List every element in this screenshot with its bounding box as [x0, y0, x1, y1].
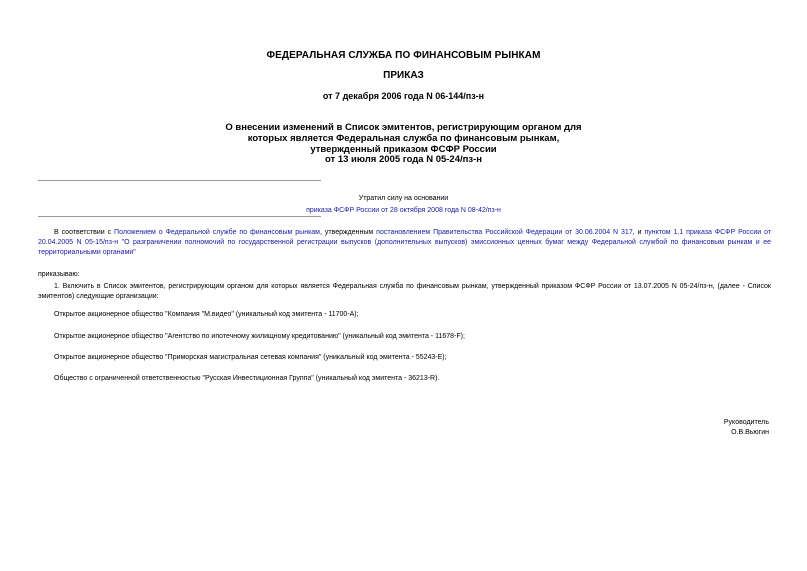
- item-1-paragraph: 1. Включить в Список эмитентов, регистрирующим органом для которых является Федеральная служба по финансовым рынкам, утвержденный приказом ФСФР России от 13.07.2005 N 05-24/пз-н, (далее - Список эмитентов) следующие организации:: [38, 283, 771, 300]
- repeal-note-text: Утратил силу на основании: [358, 195, 449, 202]
- organization-item: Открытое акционерное общество "Компания "М.видео" (уникальный код эмитента - 11700-A);: [54, 311, 359, 318]
- signatory-name: О.В.Вьюгин: [731, 429, 769, 436]
- signatory-position: Руководитель: [723, 419, 769, 426]
- title-line: которых является Федеральная служба по финансовым рынкам,: [247, 132, 560, 144]
- title-line: от 13 июля 2005 года N 05-24/пз-н: [324, 154, 483, 166]
- order-word: приказываю:: [38, 271, 80, 278]
- document-type: ПРИКАЗ: [383, 70, 424, 81]
- regulation-link[interactable]: Положением о Федеральной службе по финансовым рынкам: [114, 229, 320, 236]
- organization-item: Общество с ограниченной ответственностью "Русская Инвестиционная Группа" (уникальный код эмитента - 36213-R).: [54, 375, 440, 382]
- organization-item: Открытое акционерное общество "Агентство по ипотечному жилищному кредитованию" (уникальный код эмитента - 11678-F);: [54, 333, 465, 340]
- document-title: [0, 123, 807, 166]
- title-line: О внесении изменений в Список эмитентов, регистрирующим органом для: [225, 122, 582, 133]
- preamble-paragraph: [38, 228, 771, 258]
- divider-bottom: [38, 216, 321, 217]
- document-date-number: от 7 декабря 2006 года N 06-144/пз-н: [322, 91, 485, 101]
- organization-item: Открытое акционерное общество "Приморская магистральная сетевая компания" (уникальный код эмитента - 55243-E);: [54, 354, 447, 361]
- signature-block: [724, 418, 769, 438]
- repeal-order-link[interactable]: приказа ФСФР России от 28 октября 2008 года N 08-42/пз-н: [306, 207, 501, 214]
- title-line: утвержденный приказом ФСФР России: [310, 143, 497, 155]
- government-resolution-link[interactable]: постановлением Правительства Российской Федерации от 30.06.2004 N 317: [376, 229, 633, 236]
- agency-name: ФЕДЕРАЛЬНАЯ СЛУЖБА ПО ФИНАНСОВЫМ РЫНКАМ: [266, 50, 541, 61]
- preamble-text: , и: [632, 229, 645, 236]
- preamble-text: , утвержденным: [320, 229, 377, 236]
- preamble-text: В соответствии с: [54, 229, 115, 236]
- divider-top: [38, 180, 321, 181]
- fsfr-order-link[interactable]: пунктом 1.1 приказа ФСФР России от 20.04.2005 N 05-15/пз-н "О разграничении полномочий по государственной регистрации выпусков (дополнительных выпусков) эмиссионных ценных бумаг между Федеральной службой по финансовым рынкам и ее территориальными органами": [38, 229, 772, 256]
- repeal-note: [0, 193, 807, 217]
